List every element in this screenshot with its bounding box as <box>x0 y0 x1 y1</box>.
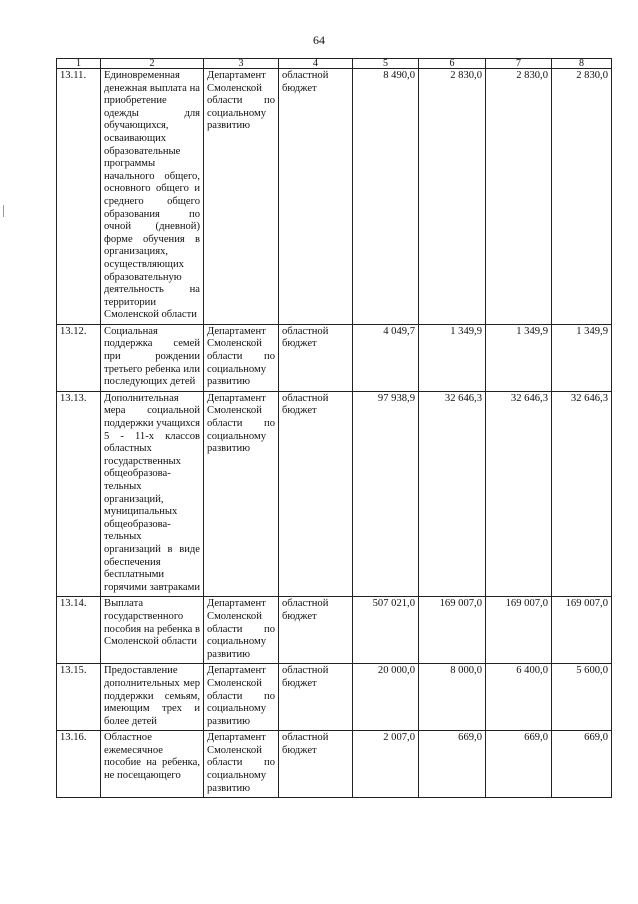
total-amount: 20 000,0 <box>353 664 419 731</box>
year-1-amount: 1 349,9 <box>419 324 486 391</box>
year-2-amount: 169 007,0 <box>486 597 552 664</box>
year-1-amount: 169 007,0 <box>419 597 486 664</box>
header-row <box>57 59 612 69</box>
total-amount: 2 007,0 <box>353 731 419 798</box>
row-number: 13.13. <box>57 391 101 597</box>
year-2-amount: 1 349,9 <box>486 324 552 391</box>
column-header: 6 <box>419 59 486 69</box>
year-3-amount: 32 646,3 <box>552 391 612 597</box>
executor: Департамент Смоленской области по социальному развитию <box>204 731 279 798</box>
page-number: 64 <box>313 33 325 47</box>
row-number: 13.12. <box>57 324 101 391</box>
scan-edge-mark <box>3 205 4 217</box>
funding-source: областной бюджет <box>279 731 353 798</box>
executor: Департамент Смоленской области по социальному развитию <box>204 69 279 325</box>
table-row <box>57 664 612 731</box>
row-number: 13.14. <box>57 597 101 664</box>
table-row <box>57 731 612 798</box>
row-number: 13.15. <box>57 664 101 731</box>
executor: Департамент Смоленской области по социальному развитию <box>204 324 279 391</box>
executor: Департамент Смоленской области по социальному развитию <box>204 597 279 664</box>
total-amount: 97 938,9 <box>353 391 419 597</box>
year-1-amount: 8 000,0 <box>419 664 486 731</box>
column-header: 7 <box>486 59 552 69</box>
row-number: 13.11. <box>57 69 101 325</box>
column-header: 8 <box>552 59 612 69</box>
executor: Департамент Смоленской области по социальному развитию <box>204 391 279 597</box>
funding-source: областной бюджет <box>279 324 353 391</box>
measure-description: Выплата государственного пособия на ребенка в Смоленской области <box>101 597 204 664</box>
year-2-amount: 2 830,0 <box>486 69 552 325</box>
funding-source: областной бюджет <box>279 391 353 597</box>
year-3-amount: 1 349,9 <box>552 324 612 391</box>
row-number: 13.16. <box>57 731 101 798</box>
column-header: 5 <box>353 59 419 69</box>
year-2-amount: 32 646,3 <box>486 391 552 597</box>
funding-source: областной бюджет <box>279 69 353 325</box>
budget-table <box>56 58 612 798</box>
column-header: 1 <box>57 59 101 69</box>
column-header: 4 <box>279 59 353 69</box>
year-3-amount: 5 600,0 <box>552 664 612 731</box>
table-row <box>57 391 612 597</box>
year-1-amount: 669,0 <box>419 731 486 798</box>
measure-description: Единовременная денежная выплата на приобретение одежды для обучающихся, осваивающих образовательные программы начального общего, основного общего и среднего общего образования по очной (дневной) форме обучения в организациях, осуществляющих образовательную деятельность на территории Смоленской области <box>101 69 204 325</box>
year-2-amount: 6 400,0 <box>486 664 552 731</box>
table-row <box>57 69 612 325</box>
year-3-amount: 2 830,0 <box>552 69 612 325</box>
total-amount: 4 049,7 <box>353 324 419 391</box>
total-amount: 8 490,0 <box>353 69 419 325</box>
year-3-amount: 669,0 <box>552 731 612 798</box>
table-row <box>57 597 612 664</box>
year-1-amount: 2 830,0 <box>419 69 486 325</box>
measure-description: Социальная поддержка семей при рождении третьего ребенка или последующих детей <box>101 324 204 391</box>
year-2-amount: 669,0 <box>486 731 552 798</box>
measure-description: Дополнительная мера социальной поддержки учащихся 5 - 11-х классов областных государственных общеобразова-тельных организаций, муниципальных общеобразова-тельных организаций в виде обеспечения бесплатными горячими завтраками <box>101 391 204 597</box>
total-amount: 507 021,0 <box>353 597 419 664</box>
executor: Департамент Смоленской области по социальному развитию <box>204 664 279 731</box>
year-3-amount: 169 007,0 <box>552 597 612 664</box>
measure-description: Предоставление дополнительных мер поддержки семьям, имеющим трех и более детей <box>101 664 204 731</box>
measure-description: Областное ежемесячное пособие на ребенка, не посещающего <box>101 731 204 798</box>
funding-source: областной бюджет <box>279 597 353 664</box>
year-1-amount: 32 646,3 <box>419 391 486 597</box>
column-header: 2 <box>101 59 204 69</box>
funding-source: областной бюджет <box>279 664 353 731</box>
table-row <box>57 324 612 391</box>
column-header: 3 <box>204 59 279 69</box>
